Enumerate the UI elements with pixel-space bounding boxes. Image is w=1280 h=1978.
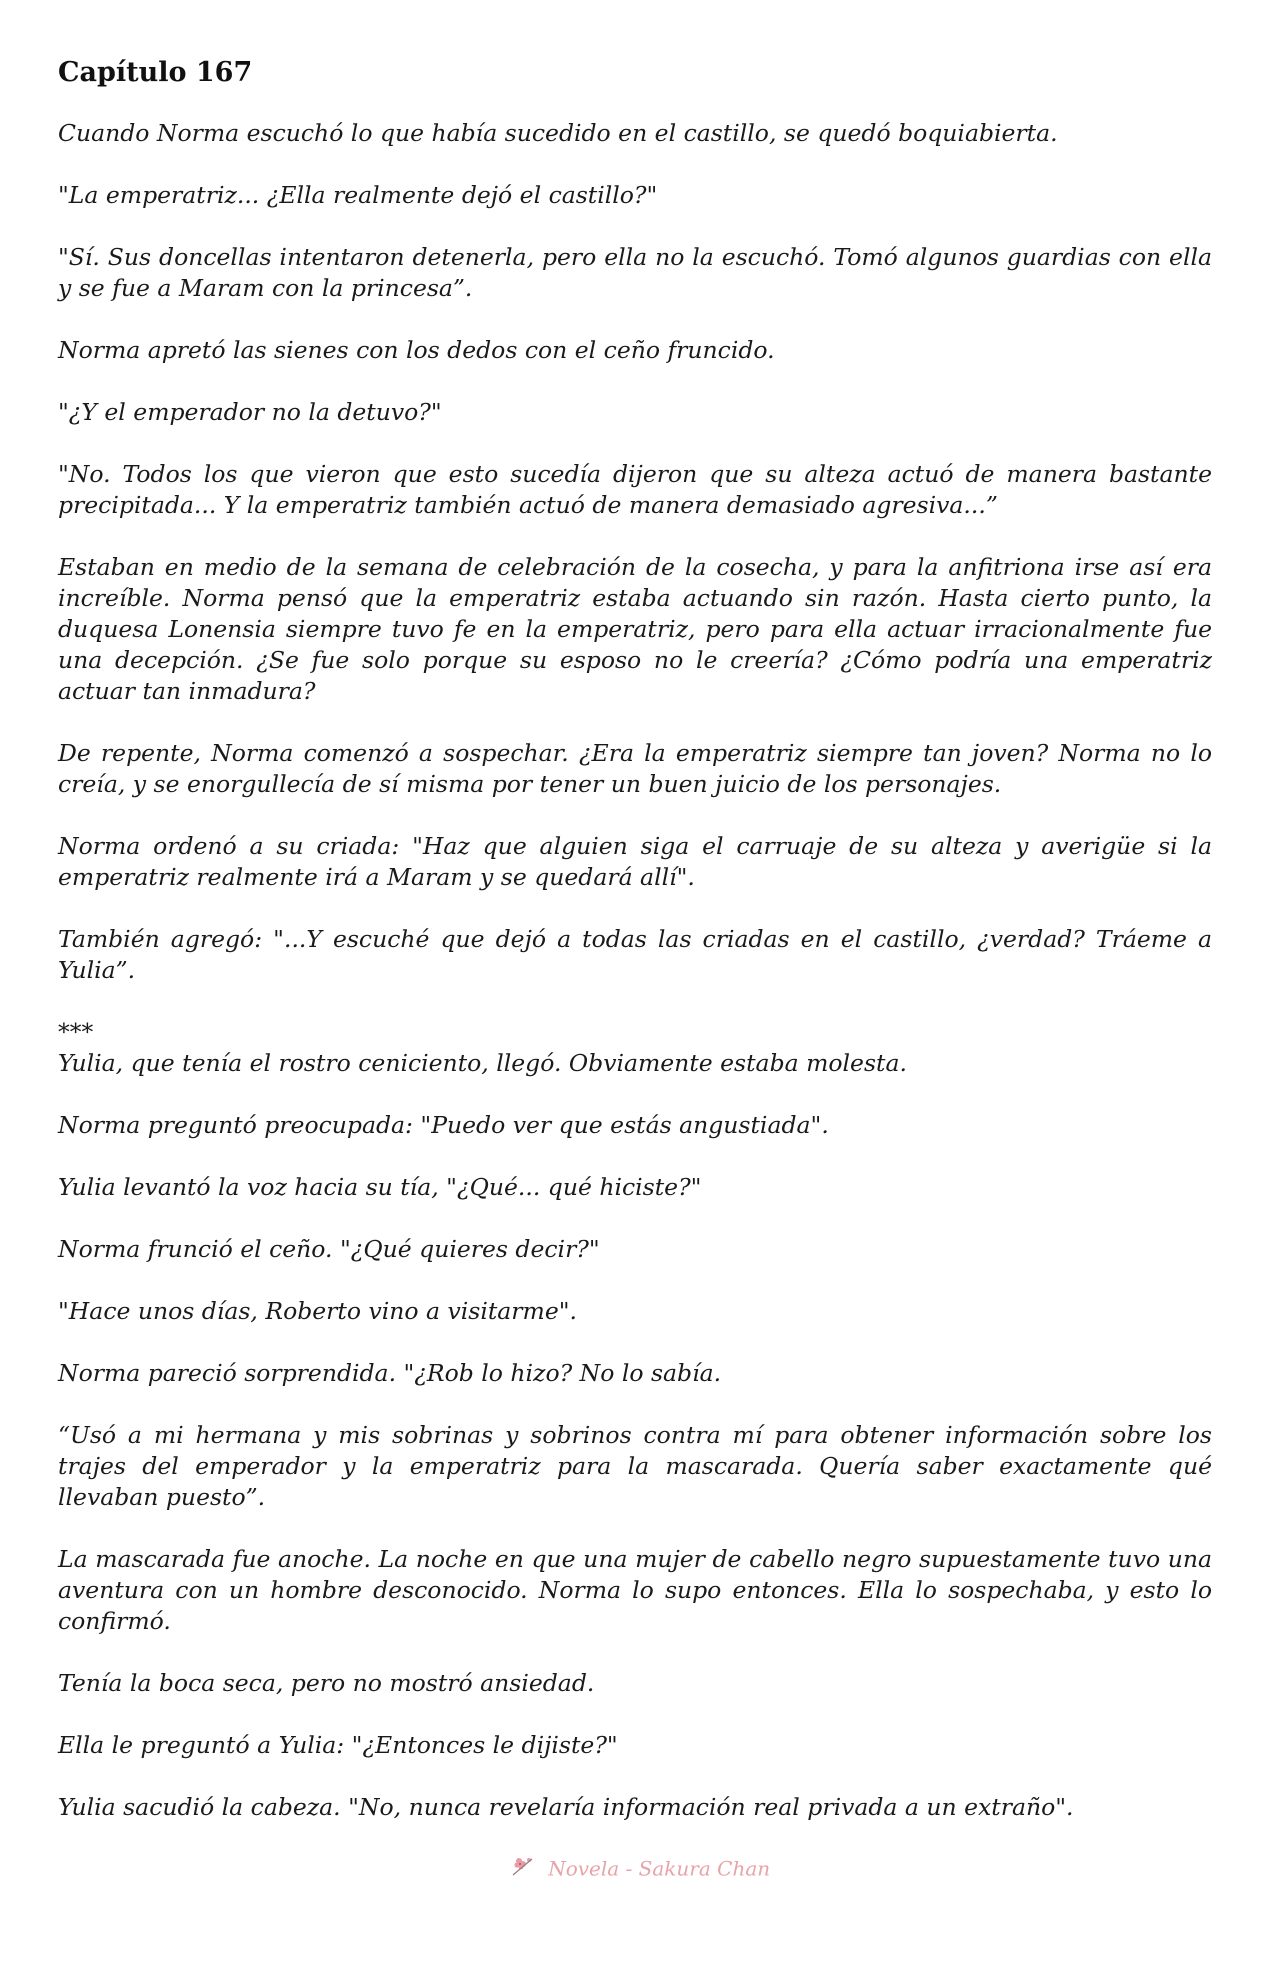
paragraph: Norma frunció el ceño. "¿Qué quieres decir?" bbox=[58, 1235, 600, 1263]
paragraph: Norma preguntó preocupada: "Puedo ver que estás angustiada". bbox=[58, 1111, 829, 1139]
watermark-footer bbox=[0, 1855, 1280, 1882]
paragraph: De repente, Norma comenzó a sospechar. ¿Era la emperatriz siempre tan joven? Norma no lo creía, y se enorgullecía de sí misma por tener un buen juicio de los personajes. bbox=[58, 739, 1212, 798]
paragraph: Tenía la boca seca, pero no mostró ansiedad. bbox=[58, 1669, 595, 1697]
sakura-flower-icon bbox=[510, 1855, 536, 1882]
chapter-page bbox=[58, 56, 1212, 1854]
paragraph: "¿Y el emperador no la detuvo?" bbox=[58, 398, 442, 426]
paragraph: Yulia sacudió la cabeza. "No, nunca revelaría información real privada a un extraño". bbox=[58, 1793, 1074, 1821]
paragraph: "Hace unos días, Roberto vino a visitarme". bbox=[58, 1297, 578, 1325]
watermark-text: Novela - Sakura Chan bbox=[548, 1856, 771, 1881]
paragraph: Norma apretó las sienes con los dedos con el ceño fruncido. bbox=[58, 336, 775, 364]
paragraph: Yulia levantó la voz hacia su tía, "¿Qué... qué hiciste?" bbox=[58, 1173, 702, 1201]
scene-break: *** bbox=[58, 1018, 94, 1046]
paragraph: Norma pareció sorprendida. "¿Rob lo hizo? No lo sabía. bbox=[58, 1359, 722, 1387]
paragraph: Estaban en medio de la semana de celebración de la cosecha, y para la anfitriona irse así era increíble. Norma pensó que la emperatriz estaba actuando sin razón. Hasta cierto punto, la duquesa Lonensia siempre tuvo fe en la emperatriz, pero para ella actuar irracionalmente fue una decepción. ¿Se fue solo porque su esposo no le creería? ¿Cómo podría una emperatriz actuar tan inmadura? bbox=[58, 553, 1212, 705]
paragraph: Norma ordenó a su criada: "Haz que alguien siga el carruaje de su alteza y averigüe si la emperatriz realmente irá a Maram y se quedará allí". bbox=[58, 832, 1212, 891]
paragraph: "La emperatriz... ¿Ella realmente dejó el castillo?" bbox=[58, 181, 658, 209]
paragraph: Cuando Norma escuchó lo que había sucedido en el castillo, se quedó boquiabierta. bbox=[58, 119, 1058, 147]
chapter-title: Capítulo 167 bbox=[58, 57, 253, 88]
paragraph: También agregó: "...Y escuché que dejó a todas las criadas en el castillo, ¿verdad? Tráeme a Yulia”. bbox=[58, 925, 1212, 984]
paragraph: Yulia, que tenía el rostro ceniciento, llegó. Obviamente estaba molesta. bbox=[58, 1049, 907, 1077]
paragraph: “Usó a mi hermana y mis sobrinas y sobrinos contra mí para obtener información sobre los trajes del emperador y la emperatriz para la mascarada. Quería saber exactamente qué llevaban puesto”. bbox=[58, 1421, 1212, 1511]
paragraph: "Sí. Sus doncellas intentaron detenerla, pero ella no la escuchó. Tomó algunos guardias con ella y se fue a Maram con la princesa”. bbox=[58, 243, 1212, 302]
paragraph: Ella le preguntó a Yulia: "¿Entonces le dijiste?" bbox=[58, 1731, 618, 1759]
paragraph: La mascarada fue anoche. La noche en que una mujer de cabello negro supuestamente tuvo una aventura con un hombre desconocido. Norma lo supo entonces. Ella lo sospechaba, y esto lo confirmó. bbox=[58, 1545, 1212, 1635]
paragraph: "No. Todos los que vieron que esto sucedía dijeron que su alteza actuó de manera bastante precipitada... Y la emperatriz también actuó de manera demasiado agresiva...” bbox=[58, 460, 1212, 519]
